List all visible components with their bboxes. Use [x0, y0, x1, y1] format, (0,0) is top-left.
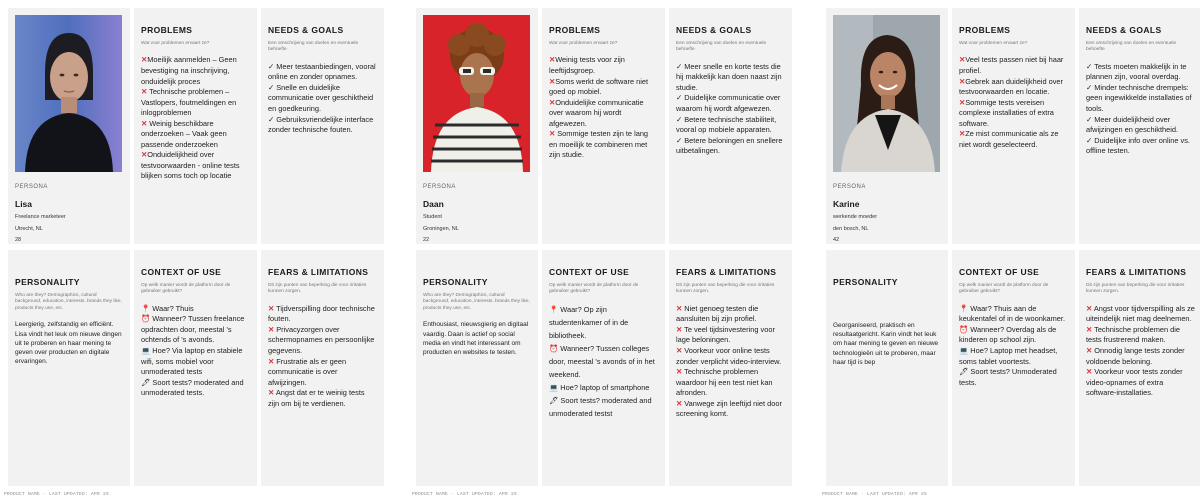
section-title: FEARS & LIMITATIONS [1086, 267, 1187, 277]
persona-card [416, 8, 538, 244]
section-subtitle: Who are they? Demographics, cultural background, education, interests, brands they like, products they use, etc. [423, 293, 530, 311]
problem-item: ✕Gebrek aan duidelijkheid over testvoorwaarden en locatie. [959, 76, 1063, 97]
persona-age: 42 [833, 237, 840, 244]
persona-board-lisa [4, 0, 384, 504]
personality-card [8, 250, 130, 486]
section-subtitle: Op welk manier wordt de platform door de gebruiker gebruikt? [141, 283, 231, 295]
persona-occupation: werkende moeder [833, 214, 878, 220]
fear-item: ✕ Angst voor tijdverspilling als ze uiteindelijk niet mag deelnemen. [1086, 303, 1195, 324]
fear-item: ✕ Voorkeur voor tests zonder video-opnames of extra software-installaties. [1086, 367, 1183, 398]
section-subtitle: Dit zijn punten van beperking die voor irritaties kunnen zorgen. [676, 283, 775, 295]
fear-item: ✕ Onnodig lange tests zonder voldoende beloning. [1086, 346, 1185, 366]
section-title: PROBLEMS [959, 25, 1011, 35]
problem-item: ✕Moeilijk aanmelden – Geen bevestiging na inschrijving, onduidelijk proces [141, 55, 237, 86]
cross-icon: ✕ [959, 76, 966, 86]
persona-name: Daan [423, 199, 444, 209]
problems-card [134, 8, 257, 244]
fear-item: ✕ Niet genoeg testen die aansluiten bij zijn profiel. [676, 303, 759, 324]
cross-icon: ✕ [1086, 324, 1093, 334]
persona-board-karine [822, 0, 1200, 504]
cross-icon: ✕ [268, 324, 275, 334]
need-item: ✓ Gebruiksvriendelijke interface zonder technische fouten. [268, 114, 374, 135]
section-subtitle: Who are they? Demographics, cultural background, education, interests, brands they like, products they use, etc. [15, 293, 122, 311]
section-title: FEARS & LIMITATIONS [676, 267, 777, 277]
persona-name: Lisa [15, 199, 33, 209]
section-subtitle: Dit zijn punten van beperking die voor irritaties kunnen zorgen. [1086, 283, 1185, 295]
fears-list [268, 304, 377, 409]
cross-icon: ✕ [549, 55, 556, 65]
fear-item: ✕ Voorkeur voor online tests zonder verplicht video-interview. [676, 346, 782, 366]
cross-icon: ✕ [141, 118, 148, 128]
cross-icon: ✕ [268, 303, 275, 313]
need-item: ✓ Minder technische drempels: geen ingewikkelde installaties of tools. [1086, 82, 1192, 113]
fears-card [1079, 250, 1200, 486]
section-title: PERSONALITY [423, 277, 488, 287]
cross-icon: ✕ [959, 129, 966, 139]
cross-icon: ✕ [268, 388, 275, 398]
cross-icon: ✕ [1086, 367, 1093, 377]
persona-photo-daan [423, 15, 530, 172]
context-item: 💻 Hoe? Via laptop en stabiele wifi, soms mobiel voor unmoderated tests [141, 346, 243, 377]
context-item: 💻 Hoe? Laptop met headset, soms tablet voortests. [959, 346, 1058, 366]
cross-icon: ✕ [676, 346, 683, 355]
context-item: 🖋 Soort tests? Unmoderated tests. [959, 367, 1057, 387]
section-subtitle: Wat voor problemen ervaart ze? [549, 41, 618, 46]
need-item: ✓ Duidelijke info over online vs. offline testen. [1086, 135, 1190, 156]
context-item: 📍 Waar? Thuis aan de keukentafel of in de woonkamer. [959, 303, 1065, 324]
check-icon: ✓ [676, 93, 683, 103]
persona-photo-karine [833, 15, 940, 172]
persona-photo-lisa [15, 15, 122, 172]
context-card [952, 250, 1075, 486]
check-icon: ✓ [676, 61, 683, 71]
need-item: ✓ Tests moeten makkelijk in te plannen zijn, vooral overdag. [1086, 61, 1187, 82]
section-title: NEEDS & GOALS [268, 25, 344, 35]
cross-icon: ✕ [1086, 346, 1093, 355]
needs-card [1079, 8, 1200, 244]
section-subtitle: Een omschrijving van doelen en eventuele behoefte [676, 41, 767, 53]
need-item: ✓ Betere beloningen en snellere uitbetalingen. [676, 135, 783, 156]
fear-item: ✕ Technische problemen waardoor hij een test niet kan afronden. [676, 367, 773, 398]
section-title: PROBLEMS [549, 25, 601, 35]
fears-card [669, 250, 792, 486]
cross-icon: ✕ [141, 150, 148, 160]
fear-item: ✕ Vanwege zijn leeftijd niet door screening komt. [676, 398, 782, 419]
section-title: FEARS & LIMITATIONS [268, 267, 369, 277]
needs-list [268, 62, 377, 136]
persona-occupation: Student [423, 214, 442, 220]
check-icon: ✓ [1086, 135, 1093, 145]
fears-list [676, 304, 785, 420]
need-item: ✓ Meer testaanbiedingen, vooral online en zonder opnames. [268, 61, 376, 82]
fear-item: ✕ Te veel tijdsinvestering voor lage beloningen. [676, 324, 775, 345]
need-item: ✓ Meer duidelijkheid over afwijzingen en geschiktheid. [1086, 114, 1179, 135]
needs-list [1086, 62, 1195, 157]
persona-label: PERSONA [833, 184, 866, 190]
persona-card [826, 8, 948, 244]
cross-icon: ✕ [549, 97, 556, 107]
fear-item: ✕ Frustratie als er geen communicatie is over afwijzingen. [268, 356, 347, 387]
cross-icon: ✕ [141, 87, 148, 97]
personality-text: Enthousiast, nieuwsgierig en digitaal vaardig. Daan is actief op social media en vindt het interessant om producten en websites te testen. [423, 321, 529, 357]
problem-item: ✕ Weinig beschikbare onderzoeken – Vaak geen passende onderzoeken [141, 118, 227, 149]
section-subtitle: Wat voor problemen ervaart ze? [141, 41, 210, 46]
check-icon: ✓ [676, 114, 683, 124]
check-icon: ✓ [268, 114, 275, 124]
persona-occupation: Freelance marketeer [15, 214, 66, 220]
problems-card [542, 8, 665, 244]
problem-item: ✕Soms werkt de software niet goed op mobiel. [549, 76, 649, 97]
needs-card [669, 8, 792, 244]
needs-card [261, 8, 384, 244]
context-item: 📍 Waar? Thuis [141, 303, 194, 313]
cross-icon: ✕ [959, 55, 966, 65]
need-item: ✓ Duidelijke communicatie over waarom hij wordt afgewezen. [676, 93, 781, 113]
cross-icon: ✕ [141, 55, 148, 65]
fear-item: ✕ Privacyzorgen over schermopnames en persoonlijke gegevens. [268, 324, 375, 355]
footer-text: PRODUCT NAME · LAST UPDATED: APR 25 [822, 492, 928, 497]
problem-item: ✕Onduidelijkheid over testvoorwaarden - online tests blijken soms toch op locatie [141, 150, 240, 181]
context-item: ⏰ Wanneer? Overdag als de kinderen op school zijn. [959, 324, 1057, 345]
context-list [959, 304, 1068, 388]
persona-location: Utrecht, NL [15, 225, 43, 232]
problem-item: ✕Sommige tests vereisen complexe installaties of extra software. [959, 97, 1054, 128]
cross-icon: ✕ [959, 97, 966, 107]
section-subtitle: Op welk manier wordt de platform door de gebruiker gebruikt? [549, 283, 639, 295]
fears-card [261, 250, 384, 486]
persona-age: 28 [15, 237, 22, 244]
check-icon: ✓ [268, 82, 275, 92]
need-item: ✓ Snelle en duidelijke communicatie over geschiktheid en goedkeuring. [268, 82, 374, 113]
persona-label: PERSONA [15, 184, 48, 190]
cross-icon: ✕ [549, 129, 556, 139]
problem-item: ✕Onduidelijke communicatie over waarom hij wordt afgewezen. [549, 97, 644, 128]
check-icon: ✓ [268, 61, 275, 71]
section-subtitle: Dit zijn punten van beperking die voor irritaties kunnen zorgen. [268, 283, 367, 295]
context-item: ⏰ Wanneer? Tussen colleges door, meestal 's avonds of in het weekend. [549, 343, 655, 379]
persona-board-daan [412, 0, 792, 504]
check-icon: ✓ [1086, 82, 1093, 92]
needs-list [676, 62, 785, 157]
problem-item: ✕ Technische problemen – Vastlopers, foutmeldingen en inlogproblemen [141, 87, 237, 118]
context-card [542, 250, 665, 486]
personality-card [826, 250, 948, 486]
section-title: NEEDS & GOALS [1086, 25, 1162, 35]
check-icon: ✓ [676, 135, 683, 145]
problems-list [549, 55, 658, 160]
context-item: 🖋 Soort tests? moderated and unmoderated testst [549, 395, 652, 418]
cross-icon: ✕ [268, 356, 275, 366]
cross-icon: ✕ [676, 324, 683, 334]
section-subtitle: Een omschrijving van doelen en eventuele behoefte [268, 41, 359, 53]
personality-text: Georganiseerd, praktisch en resultaatgericht. Karin vindt het leuk om haar mening te geven en nieuwe technologieën uit te proberen, maar haar tijd is bep [833, 322, 939, 366]
problems-card [952, 8, 1075, 244]
persona-age: 22 [423, 237, 430, 244]
section-title: PERSONALITY [833, 277, 898, 287]
cross-icon: ✕ [676, 398, 683, 408]
personality-text: Leergierig, zelfstandig en efficiënt. Lisa vindt het leuk om nieuwe dingen uit te proberen en haar mening te geven over producten en digitale ervaringen. [15, 321, 122, 366]
personality-card [416, 250, 538, 486]
section-subtitle: Wat voor problemen ervaart ze? [959, 41, 1028, 46]
problem-item: ✕Weinig tests voor zijn leeftijdsgroep. [549, 55, 625, 75]
need-item: ✓ Betere technische stabiliteit, vooral op mobiele apparaten. [676, 114, 777, 135]
section-subtitle: Een omschrijving van doelen en eventuele behoefte [1086, 41, 1177, 53]
section-title: NEEDS & GOALS [676, 25, 752, 35]
cross-icon: ✕ [1086, 303, 1093, 313]
fears-list [1086, 304, 1195, 399]
cross-icon: ✕ [676, 303, 683, 313]
context-card [134, 250, 257, 486]
context-item: 📍 Waar? Op zijn studentenkamer of in de bibliotheek. [549, 304, 629, 340]
problem-item: ✕Veel tests passen niet bij haar profiel. [959, 55, 1064, 75]
context-item: 🖋 Soort tests? moderated and unmoderated tests. [141, 377, 244, 398]
context-list [549, 304, 658, 421]
context-item: 💻 Hoe? laptop of smartphone [549, 382, 650, 392]
persona-name: Karine [833, 199, 860, 209]
section-title: PERSONALITY [15, 277, 80, 287]
problems-list [141, 55, 250, 181]
section-title: CONTEXT OF USE [549, 267, 630, 277]
footer-text: PRODUCT NAME · LAST UPDATED: APR 25 [4, 492, 110, 497]
footer-text: PRODUCT NAME · LAST UPDATED: APR 25 [412, 492, 518, 497]
context-item: ⏰ Wanneer? Tussen freelance opdrachten door, meestal 's ochtends of 's avonds. [141, 314, 245, 345]
problem-item: ✕Ze mist communicatie als ze niet wordt geselecteerd. [959, 129, 1059, 149]
persona-location: Groningen, NL [423, 225, 459, 232]
fear-item: ✕ Angst dat er te weinig tests zijn om bij te verdienen. [268, 388, 365, 408]
fear-item: ✕ Tijdverspilling door technische fouten. [268, 303, 375, 324]
problem-item: ✕ Sommige testen zijn te lang en moeilijk te combineren met zijn studie. [549, 129, 649, 160]
check-icon: ✓ [1086, 61, 1093, 71]
section-subtitle: Op welk manier wordt de platform door de gebruiker gebruikt? [959, 283, 1049, 295]
cross-icon: ✕ [676, 367, 683, 377]
problems-list [959, 55, 1068, 150]
persona-label: PERSONA [423, 184, 456, 190]
section-title: CONTEXT OF USE [959, 267, 1040, 277]
persona-location: den bosch, NL [833, 225, 869, 232]
context-list [141, 304, 250, 399]
cross-icon: ✕ [549, 76, 556, 86]
persona-card [8, 8, 130, 244]
section-title: PROBLEMS [141, 25, 193, 35]
fear-item: ✕ Technische problemen die tests frustrerend maken. [1086, 324, 1180, 345]
need-item: ✓ Meer snelle en korte tests die hij makkelijk kan doen naast zijn studie. [676, 61, 782, 92]
section-title: CONTEXT OF USE [141, 267, 222, 277]
check-icon: ✓ [1086, 114, 1093, 124]
